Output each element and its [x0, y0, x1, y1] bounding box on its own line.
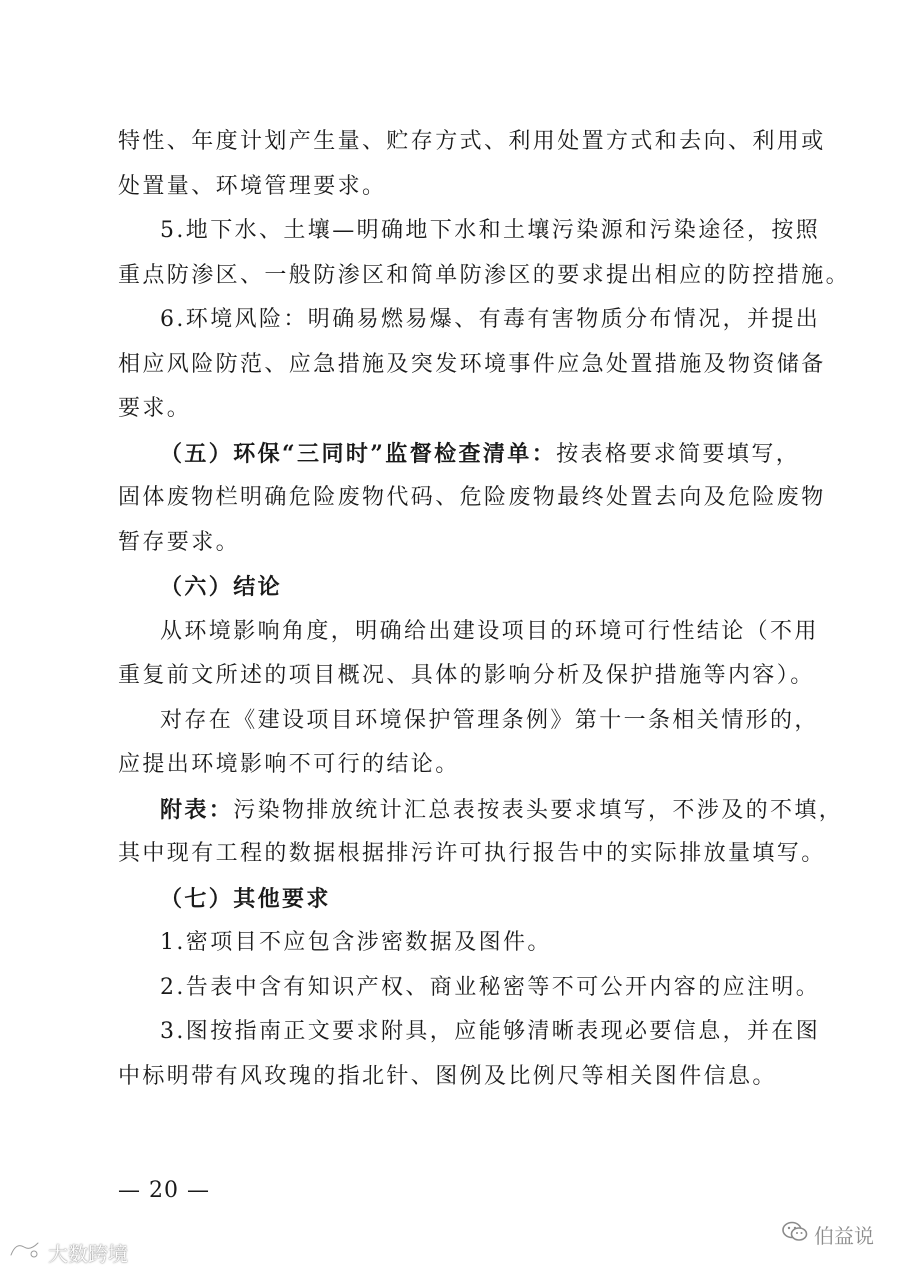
- text-line: 中标明带有风玫瑰的指北针、图例及比例尺等相关图件信息。: [118, 1064, 777, 1089]
- wechat-icon: [782, 1221, 808, 1248]
- watermark-right-text: 伯益说: [814, 1224, 874, 1248]
- brand-logo-icon: [8, 1239, 42, 1266]
- section-6-heading: （六）结论: [160, 574, 283, 600]
- section-5-paragraph: [160, 439, 840, 470]
- appendix-paragraph: [160, 795, 844, 826]
- watermark-right: [782, 1220, 874, 1249]
- page-number: — 20 —: [118, 1178, 210, 1203]
- text-line: 特性、年度计划产生量、贮存方式、利用处置方式和去向、利用或: [118, 129, 826, 154]
- text-line: 重点防渗区、一般防渗区和简单防渗区的要求提出相应的防控措施。: [118, 263, 851, 288]
- text-line: 重复前文所述的项目概况、具体的影响分析及保护措施等内容）。: [118, 663, 815, 688]
- text-line: 6.环境风险：明确易燃易爆、有毒有害物质分布情况，并提出: [160, 307, 821, 332]
- text-line: 固体废物栏明确危险废物代码、危险废物最终处置去向及危险废物: [118, 485, 826, 510]
- section-7-heading: （七）其他要求: [160, 886, 331, 912]
- appendix-heading: 附表：: [160, 797, 234, 823]
- watermark-left-text: 大数跨境: [48, 1242, 128, 1266]
- text-line: 其中现有工程的数据根据排污许可执行报告中的实际排放量填写。: [118, 841, 826, 866]
- text-line: 3.图按指南正文要求附具，应能够清晰表现必要信息，并在图: [160, 1019, 821, 1044]
- text-line: 2.告表中含有知识产权、商业秘密等不可公开内容的应注明。: [160, 975, 821, 1000]
- section-5-text: 按表格要求简要填写，: [556, 442, 801, 467]
- watermark-left: [8, 1238, 128, 1267]
- text-line: 相应风险防范、应急措施及突发环境事件应急处置措施及物资储备: [118, 352, 826, 377]
- text-line: 处置量、环境管理要求。: [118, 174, 387, 199]
- text-line: 要求。: [118, 396, 192, 421]
- text-line: 对存在《建设项目环境保护管理条例》第十一条相关情形的，: [160, 708, 819, 733]
- text-line: 应提出环境影响不可行的结论。: [118, 752, 460, 777]
- text-line: 暂存要求。: [118, 530, 241, 555]
- appendix-text: 污染物排放统计汇总表按表头要求填写，不涉及的不填，: [233, 798, 844, 823]
- text-line: 从环境影响角度，明确给出建设项目的环境可行性结论（不用: [160, 619, 819, 644]
- text-line: 5.地下水、土壤—明确地下水和土壤污染源和污染途径，按照: [160, 218, 821, 243]
- text-line: 1.密项目不应包含涉密数据及图件。: [160, 930, 552, 955]
- section-5-heading: （五）环保“三同时”监督检查清单：: [160, 441, 557, 467]
